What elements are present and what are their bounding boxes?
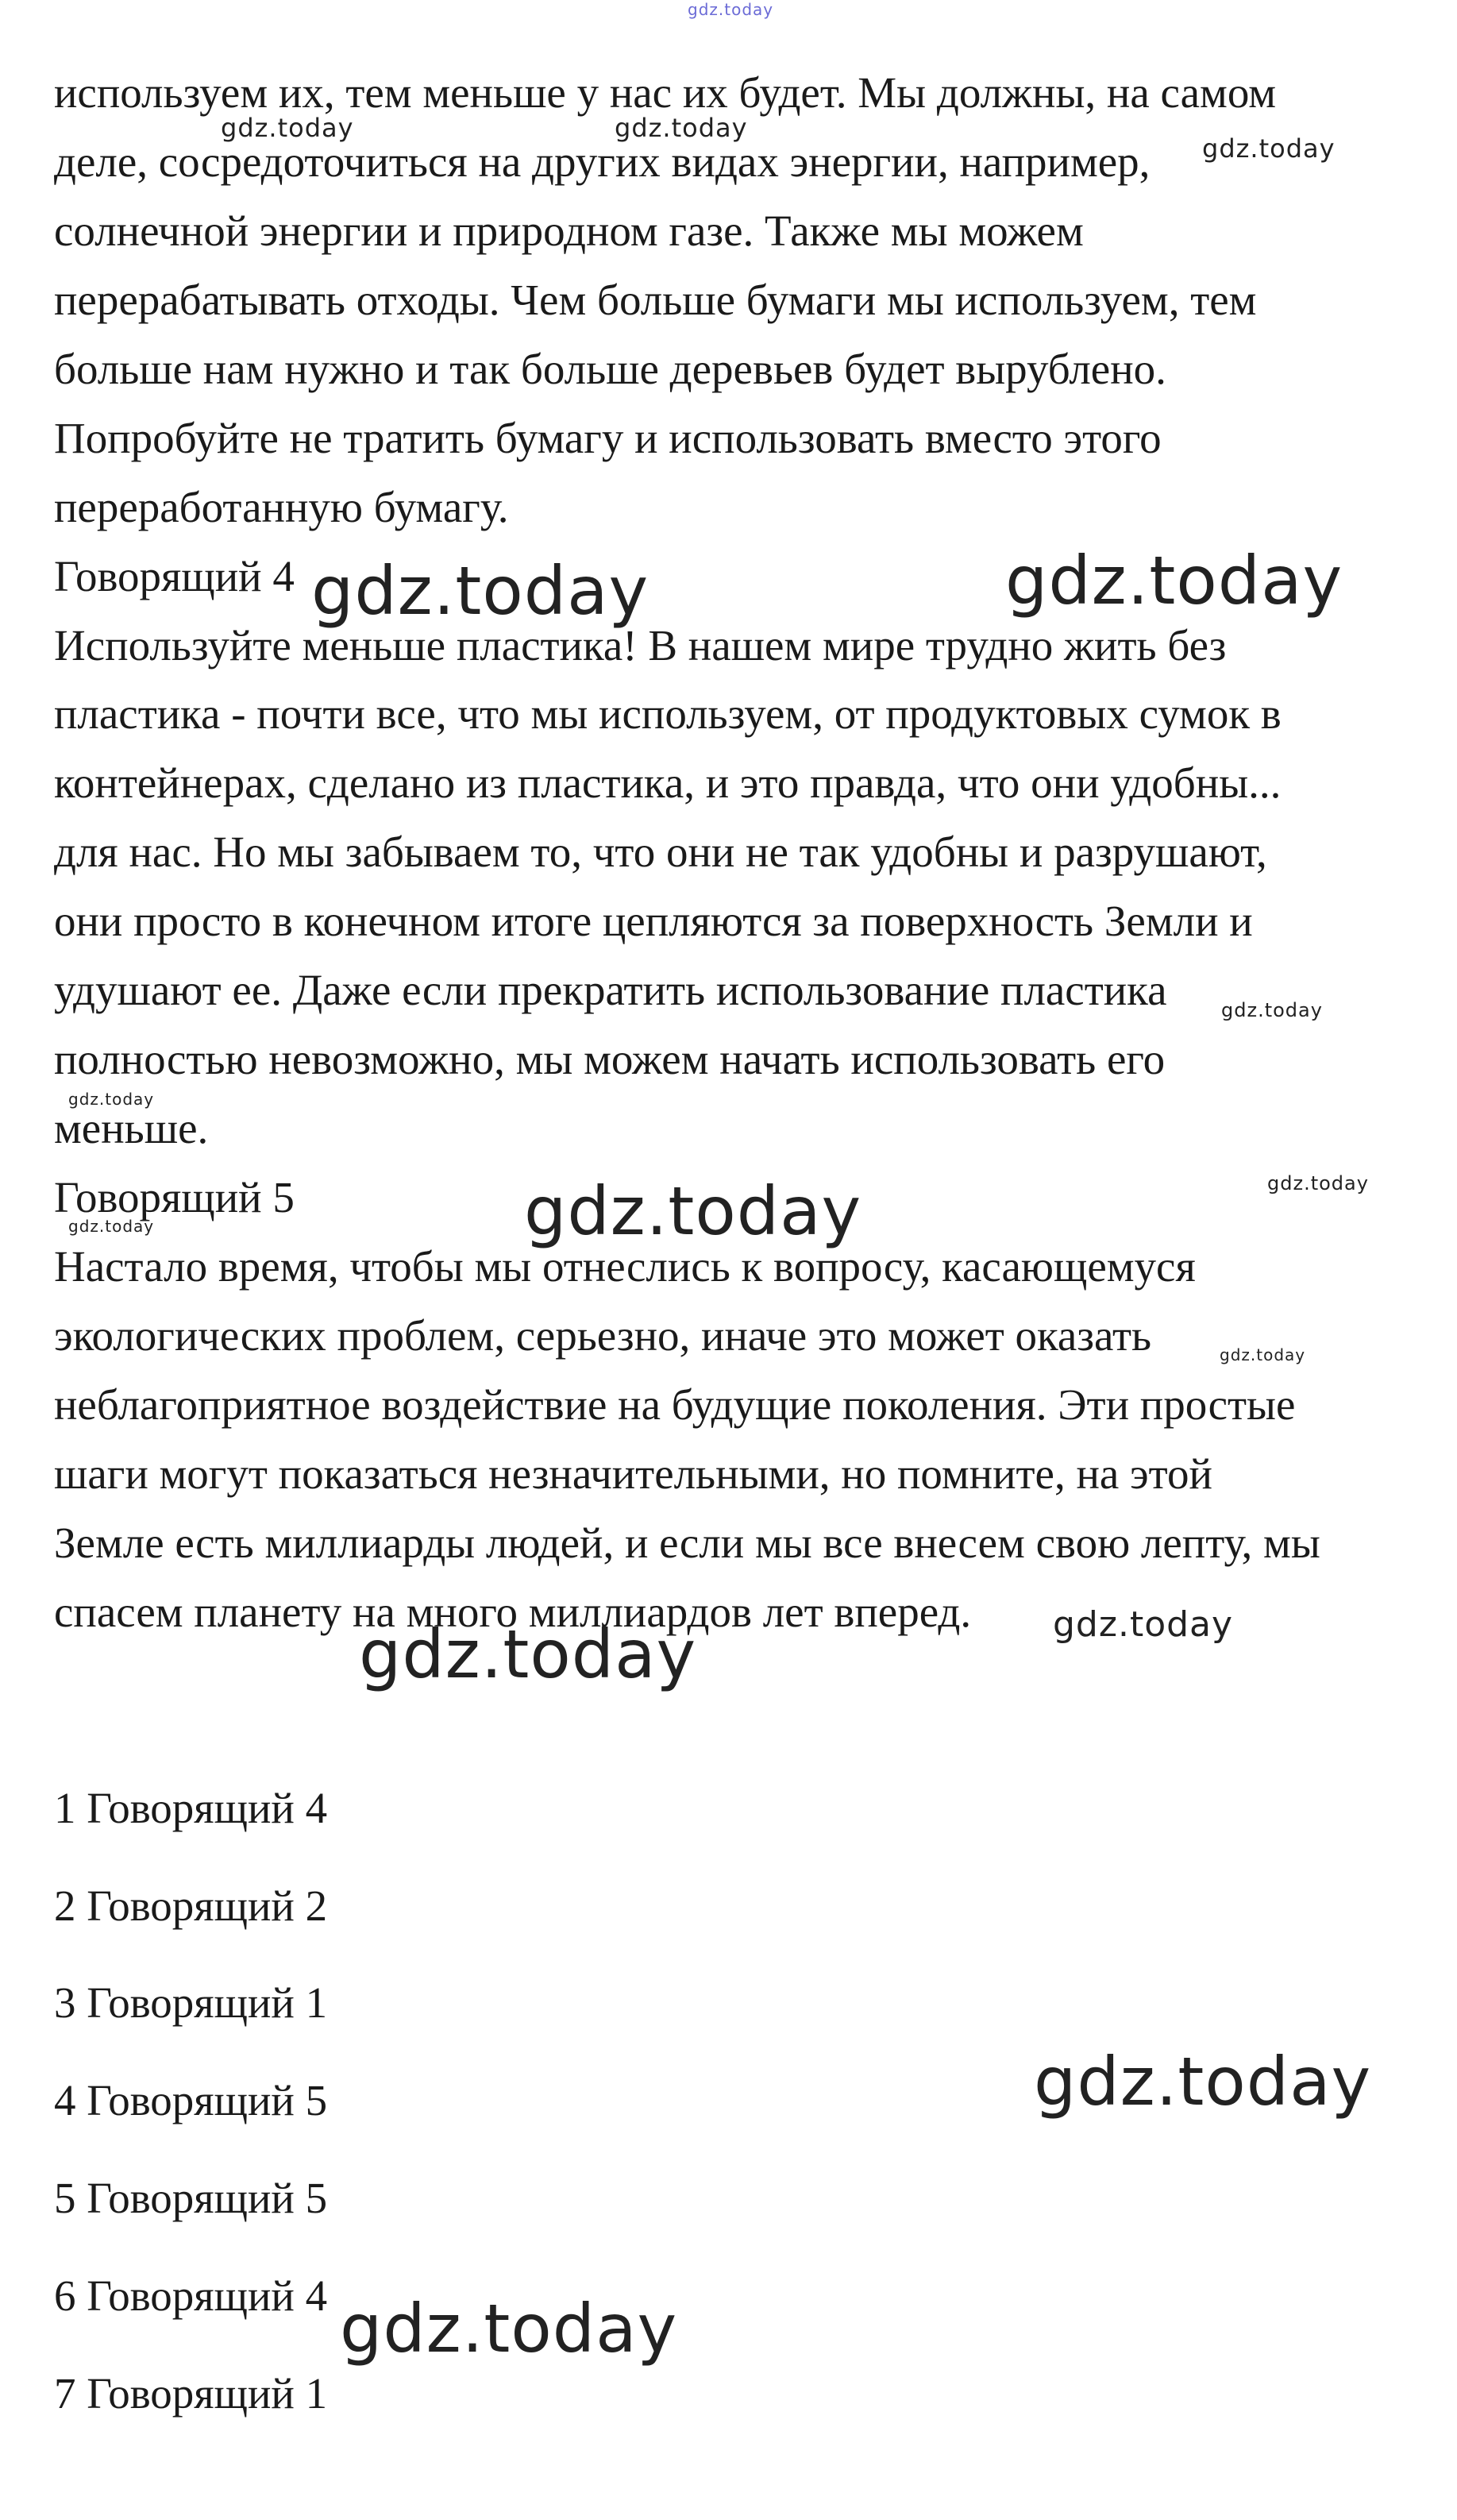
answer-item: 1 Говорящий 4 xyxy=(54,1784,328,1832)
text-line: они просто в конечном итоге цепляются за поверхность Земли и xyxy=(54,897,1253,945)
watermark: gdz.today xyxy=(1267,1172,1369,1194)
watermark: gdz.today xyxy=(68,1217,155,1236)
watermark: gdz.today xyxy=(524,1172,862,1250)
answer-item: 7 Говорящий 1 xyxy=(54,2369,328,2418)
answer-item: 2 Говорящий 2 xyxy=(54,1881,328,1930)
speaker-heading: Говорящий 4 xyxy=(54,552,295,600)
watermark: gdz.today xyxy=(68,1090,155,1109)
watermark: gdz.today xyxy=(1034,2043,1372,2121)
text-line: Используйте меньше пластика! В нашем мире трудно жить без xyxy=(54,621,1227,670)
watermark: gdz.today xyxy=(1005,542,1343,619)
watermark: gdz.today xyxy=(615,113,748,143)
answer-item: 3 Говорящий 1 xyxy=(54,1978,328,2027)
text-line: меньше. xyxy=(54,1104,209,1152)
watermark: gdz.today xyxy=(221,113,354,143)
text-line: для нас. Но мы забываем то, что они не так удобны и разрушают, xyxy=(54,828,1267,876)
watermark: gdz.today xyxy=(340,2290,678,2368)
watermark: gdz.today xyxy=(1053,1604,1234,1645)
text-line: полностью невозможно, мы можем начать использовать его xyxy=(54,1035,1166,1083)
answer-item: 5 Говорящий 5 xyxy=(54,2174,328,2222)
answer-item: 4 Говорящий 5 xyxy=(54,2076,328,2124)
text-line: контейнерах, сделано из пластика, и это правда, что они удобны... xyxy=(54,758,1282,807)
watermark: gdz.today xyxy=(1202,133,1336,164)
top-watermark: gdz.today xyxy=(688,0,774,19)
text-line: переработанную бумагу. xyxy=(54,483,509,531)
text-line: деле, сосредоточиться на других видах энергии, например, xyxy=(54,137,1151,186)
watermark: gdz.today xyxy=(1221,999,1323,1021)
watermark: gdz.today xyxy=(311,552,649,630)
watermark: gdz.today xyxy=(1220,1345,1306,1364)
watermark: gdz.today xyxy=(359,1615,697,1693)
text-line: Земле есть миллиарды людей, и если мы все внесем свою лепту, мы xyxy=(54,1519,1320,1567)
text-line: используем их, тем меньше у нас их будет. Мы должны, на самом xyxy=(54,68,1277,117)
speaker-heading: Говорящий 5 xyxy=(54,1173,295,1221)
text-line: шаги могут показаться незначительными, но помните, на этой xyxy=(54,1449,1212,1498)
text-line: солнечной энергии и природном газе. Также мы можем xyxy=(54,206,1084,255)
text-line: спасем планету на много миллиардов лет вперед. xyxy=(54,1588,972,1636)
text-line: пластика - почти все, что мы используем, от продуктовых сумок в xyxy=(54,689,1282,738)
text-line: больше нам нужно и так больше деревьев будет вырублено. xyxy=(54,345,1166,393)
text-line: экологических проблем, серьезно, иначе это может оказать xyxy=(54,1311,1152,1360)
text-line: неблагоприятное воздействие на будущие поколения. Эти простые xyxy=(54,1380,1296,1429)
text-line: Попробуйте не тратить бумагу и использовать вместо этого xyxy=(54,414,1162,462)
text-line: перерабатывать отходы. Чем больше бумаги мы используем, тем xyxy=(54,276,1257,324)
answer-item: 6 Говорящий 4 xyxy=(54,2271,328,2320)
text-line: Настало время, чтобы мы отнеслись к вопросу, касающемуся xyxy=(54,1242,1196,1291)
text-line: удушают ее. Даже если прекратить использование пластика xyxy=(54,966,1167,1014)
